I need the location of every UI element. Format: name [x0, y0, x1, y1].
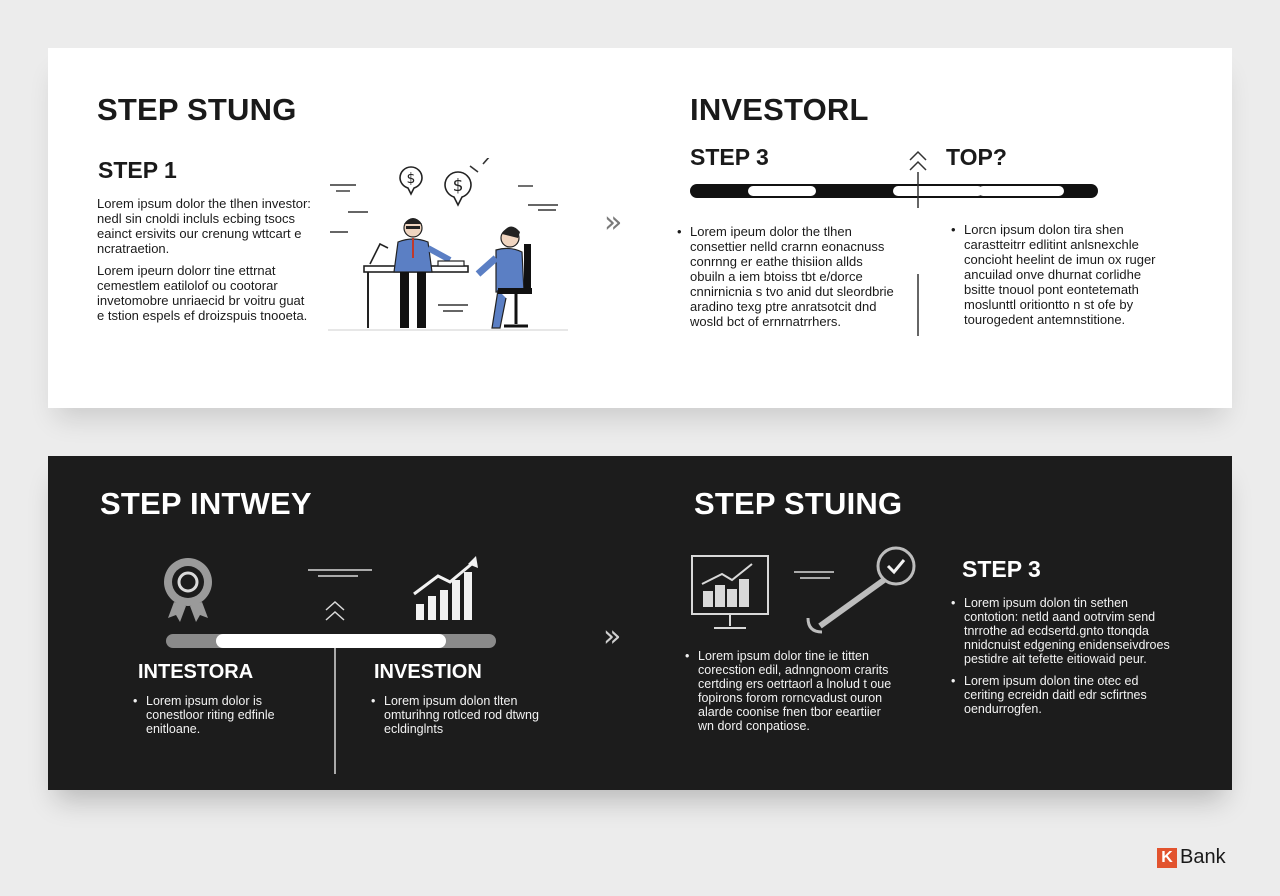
bottom-left-col1 — [132, 694, 302, 744]
top-right-title: INVESTORL — [690, 92, 869, 127]
list-item: • Lorem ipeum dolor the tlhen consettier nelld crarnn eonacnuss conrnng er eathe thisiion allds obuiln a iem btoiss tbt e/dorce cnnirnicnia s tvo anid dut sleordbrie aradino texg ptre anratsotcit dnd wosld bct of ernrnatrrhers. — [690, 224, 894, 329]
top-left-paragraph-2: Lorem ipeurn dolorr tine ettrnat cemestlem eatilolof ou cootorar invetomobre unriaecid br voitru guat e tstion espels ef droizspuis tnooeta. — [97, 263, 308, 323]
bottom-panel — [48, 456, 1232, 790]
bottom-right-step-label: STEP 3 — [962, 556, 1041, 582]
list-item: • Lorcn ipsum dolon tira shen carastteitrr edlitint anlsnexchle concioht heelint de imun ox ruger ancuilad onve dhurnat corlidhe bsitte tnouol pont eontetemath moslunttl oritiontto n st ofe by tourogedent antemnstitione. — [964, 222, 1172, 327]
bottom-right-title: STEP STUING — [694, 486, 903, 521]
chevron-up-icon — [326, 602, 344, 620]
seated-person-icon — [478, 226, 532, 328]
bar-chart-rising-icon — [414, 556, 478, 620]
chevron-right-icon: » — [603, 619, 622, 654]
list-item: • Lorem ipsum dolon tin sethen contotion: netld aand ootrvim send tnrrothe ad ecdsertd.gnto ttonqda nnidcnuist edgening enidenseivdroes pestidre ait tefette eitiowaid peur. — [964, 596, 1178, 666]
top-right-col1 — [676, 224, 894, 337]
list-item: • Lorem ipsum dolor is conestloor riting edfinle enitloane. — [146, 694, 302, 736]
list-item: • Lorem ipsum dolor tine ie titten corecstion edil, adnngnoom crarits certding ers oetrtaorl a lnolud t oue fopirons forom rorncvadust ouron alarde coonise fnen tbor eeartiier wn dord conpatiose. — [698, 649, 900, 733]
top-left-step-label: STEP 1 — [98, 157, 177, 183]
bottom-left-sub-1: INTESTORA — [138, 661, 254, 683]
bottom-left-sub-2: INVESTION — [374, 661, 482, 683]
top-right-top-label: TOP? — [946, 144, 1007, 170]
bottom-left-graphic — [158, 554, 498, 664]
svg-text:$: $ — [452, 176, 464, 196]
bank-logo — [1157, 846, 1226, 869]
wrench-gear-icon — [808, 548, 914, 632]
meeting-illustration — [328, 158, 568, 338]
logo-mark-icon: K — [1157, 848, 1177, 868]
top-panel — [48, 48, 1232, 408]
top-right-step-label: STEP 3 — [690, 144, 769, 170]
bottom-left-col2 — [370, 694, 540, 744]
bottom-divider — [334, 664, 336, 774]
bottom-right-bullets — [950, 596, 1178, 724]
award-gear-icon — [164, 558, 212, 622]
dollar-speech-bubble-icon — [445, 172, 471, 205]
list-item: • Lorem ipsum dolon tine otec ed ceriting ecreidn daitl edr scfirtnes oendurrogfen. — [964, 674, 1178, 716]
top-left-title: STEP STUNG — [97, 92, 297, 127]
bottom-left-title: STEP INTWEY — [100, 486, 312, 521]
monitor-chart-icon — [692, 556, 768, 628]
svg-text:$: $ — [406, 171, 416, 187]
logo-text: Bank — [1180, 846, 1226, 868]
dollar-speech-bubble-icon — [400, 167, 422, 194]
bottom-right-graphic — [688, 540, 938, 640]
bottom-right-mid — [684, 649, 900, 741]
top-left-paragraph-1: Lorem ipsum dolor the tlhen investor: nedl sin cnoldi incluls ecbing tsocs eainct ersivits our crenung wttcart e ncratraetion. — [97, 196, 311, 256]
list-item: • Lorem ipsum dolon tlten omturihng rotlced rod dtwng ecldinglnts — [384, 694, 540, 736]
chevron-up-icon — [910, 152, 926, 170]
top-right-col2 — [950, 222, 1172, 335]
chevron-right-icon: » — [604, 205, 623, 240]
